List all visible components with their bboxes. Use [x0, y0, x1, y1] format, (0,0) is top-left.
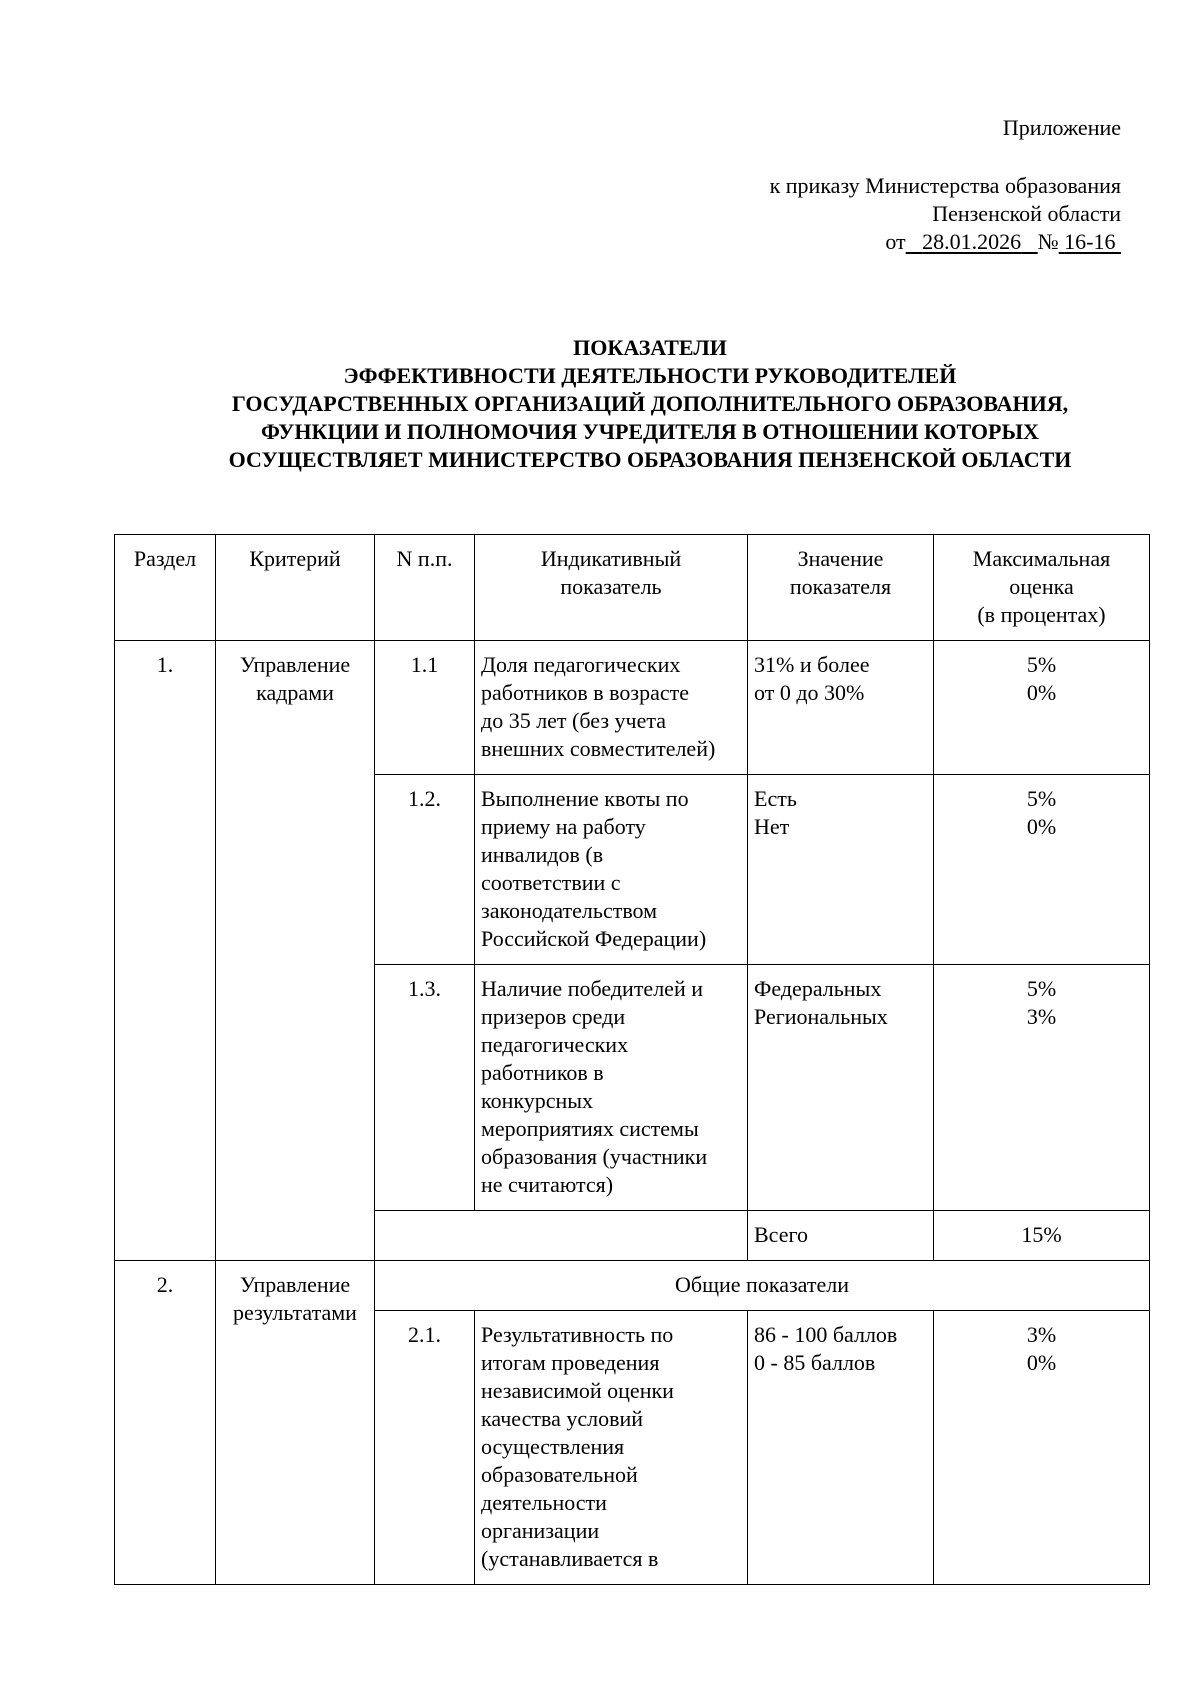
order-date: 28.01.2026: [922, 229, 1022, 254]
document-title: [160, 334, 1140, 474]
appendix-label: Приложение: [1002, 115, 1121, 140]
indicator-score: 5% 0%: [934, 641, 1150, 775]
title-line-4: ФУНКЦИИ И ПОЛНОМОЧИЯ УЧРЕДИТЕЛЯ В ОТНОШЕНИИ КОТОРЫХ: [261, 419, 1039, 444]
header-criterion: Критерий: [216, 535, 375, 641]
indicators-table: [114, 534, 1150, 1585]
row-number: 1.3.: [375, 965, 475, 1211]
indicator-text: Доля педагогических работников в возрасте до 35 лет (без учета внешних совместителей): [475, 641, 748, 775]
row-number: 1.2.: [375, 775, 475, 965]
header-value: Значение показателя: [748, 535, 934, 641]
indicator-text: Выполнение квоты по приему на работу инвалидов (в соответствии с законодательством Российской Федерации): [475, 775, 748, 965]
title-line-3: ГОСУДАРСТВЕННЫХ ОРГАНИЗАЦИЙ ДОПОЛНИТЕЛЬНОГО ОБРАЗОВАНИЯ,: [231, 391, 1069, 416]
date-prefix: от: [885, 229, 906, 254]
header-max-score: Максимальная оценка (в процентах): [934, 535, 1150, 641]
criterion-name: Управление кадрами: [216, 641, 375, 1261]
order-number: 16-16: [1064, 229, 1116, 254]
indicator-value: 86 - 100 баллов 0 - 85 баллов: [748, 1311, 934, 1585]
header-indicator: Индикативный показатель: [475, 535, 748, 641]
table-row: [115, 641, 1150, 775]
general-indicators-label: Общие показатели: [375, 1261, 1150, 1311]
number-prefix: №: [1037, 229, 1059, 254]
order-line-1: к приказу Министерства образования: [769, 173, 1121, 198]
header-section: Раздел: [115, 535, 216, 641]
section-number: 2.: [115, 1261, 216, 1585]
order-line-2: Пензенской области: [932, 201, 1121, 226]
indicator-text: Результативность по итогам проведения независимой оценки качества условий осуществления образовательной деятельности организации (устанавливается в: [475, 1311, 748, 1585]
row-number: 1.1: [375, 641, 475, 775]
row-number: 2.1.: [375, 1311, 475, 1585]
table-header-row: [115, 535, 1150, 641]
indicator-score: 5% 3%: [934, 965, 1150, 1211]
title-line-1: ПОКАЗАТЕЛИ: [573, 335, 727, 360]
title-line-5: ОСУЩЕСТВЛЯЕТ МИНИСТЕРСТВО ОБРАЗОВАНИЯ ПЕНЗЕНСКОЙ ОБЛАСТИ: [228, 447, 1072, 472]
title-line-2: ЭФФЕКТИВНОСТИ ДЕЯТЕЛЬНОСТИ РУКОВОДИТЕЛЕЙ: [343, 363, 957, 388]
indicator-score: 5% 0%: [934, 775, 1150, 965]
section-number: 1.: [115, 641, 216, 1261]
header-number: N п.п.: [375, 535, 475, 641]
indicator-value: Федеральных Региональных: [748, 965, 934, 1211]
indicator-score: 3% 0%: [934, 1311, 1150, 1585]
total-label: Всего: [748, 1211, 934, 1261]
criterion-name: Управление результатами: [216, 1261, 375, 1585]
indicator-value: 31% и более от 0 до 30%: [748, 641, 934, 775]
indicator-value: Есть Нет: [748, 775, 934, 965]
total-empty-cell: [375, 1211, 748, 1261]
order-date-number: [885, 228, 1121, 256]
indicator-text: Наличие победителей и призеров среди педагогических работников в конкурсных мероприятиях системы образования (участники не считаются): [475, 965, 748, 1211]
table-row: [115, 1261, 1150, 1311]
total-value: 15%: [934, 1211, 1150, 1261]
